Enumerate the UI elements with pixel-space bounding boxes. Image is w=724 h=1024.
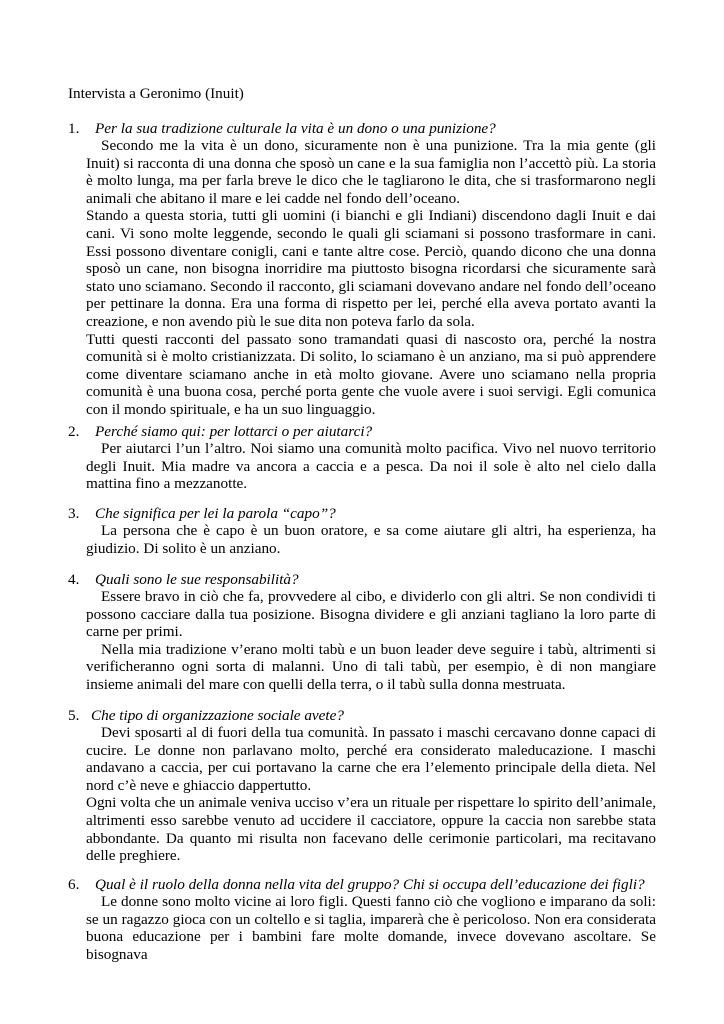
question-text: Che significa per lei la parola “capo”? (95, 505, 336, 522)
question-text: Che tipo di organizzazione sociale avete? (91, 707, 344, 724)
question-4 (68, 571, 299, 589)
question-number: 3. (68, 505, 80, 522)
answer-paragraph: Secondo me la vita è un dono, sicuramente non è una punizione. Tra la mia gente (gli Inuit) si racconta di una donna che sposò un cane e la sua famiglia non l’accettò più. La storia è molto lunga, ma per farla breve le dico che le tagliarono le dita, che si trasformarono negli animali che abitano il mare e lei cadde nel fondo dell’oceano. (86, 137, 656, 207)
answer-paragraph: Stando a questa storia, tutti gli uomini (i bianchi e gli Indiani) discendono dagli Inuit e dai cani. Vi sono molte leggende, secondo le quali gli sciamani si possono trasformare in cani. Essi possono diventare conigli, cani e tante altre cose. Perciò, quando dicono che una donna sposò un cane, non bisogna inorridire ma piuttosto bisogna ricordarsi che sicuramente sarà stato uno sciamano. Secondo il racconto, gli sciamani dovevano andare nel fondo dell’oceano per pettinare la donna. Era una forma di rispetto per lei, perché ella aveva portato avanti la creazione, e non avendo più le sue dita non poteva farlo da sola. (86, 207, 656, 330)
answer-paragraph: La persona che è capo è un buon oratore, e sa come aiutare gli altri, ha esperienza, ha giudizio. Di solito è un anziano. (86, 522, 656, 557)
document-title: Intervista a Geronimo (Inuit) (68, 85, 244, 102)
answer-paragraph: Ogni volta che un animale veniva ucciso v’era un rituale per rispettare lo spirito dell’animale, altrimenti esso sarebbe venuto ad uccidere il cacciatore, oppure la caccia non sarebbe stata abbondante. Da quanto mi risulta non facevano delle cerimonie particolari, ma recitavano delle preghiere. (86, 794, 656, 865)
question-number: 1. (68, 120, 80, 137)
answer-paragraph: Essere bravo in ciò che fa, provvedere al cibo, e dividerlo con gli altri. Se non condividi ti possono cacciare dalla tua posizione. Bisogna dividere e gli anziani tagliano la loro parte di carne per primi. (86, 588, 656, 641)
question-1 (68, 120, 496, 138)
answer-paragraph: Le donne sono molto vicine ai loro figli. Questi fanno ciò che vogliono e imparano da soli: se un ragazzo gioca con un coltello e si taglia, imparerà che è pericoloso. Non era considerata buona educazione per i bambini fare molte domande, invece dovevano ascoltare. Se bisognava (86, 893, 656, 963)
answer-paragraph: Tutti questi racconti del passato sono tramandati quasi di nascosto ora, perché la nostra comunità si è molto cristianizzata. Di solito, lo sciamano è un anziano, ma si può apprendere come diventare sciamano anche in età molto giovane. Avere uno sciamano nella propria comunità è una buona cosa, perché porta gente che vuole avere i suoi servigi. Egli comunica con il mondo spirituale, e ha un suo linguaggio. (86, 330, 656, 418)
answer-3 (86, 522, 656, 557)
question-number: 6. (68, 876, 80, 893)
question-3 (68, 505, 336, 523)
question-6 (68, 876, 645, 894)
question-text: Perché siamo qui: per lottarci o per aiutarci? (95, 423, 373, 440)
question-2 (68, 423, 372, 441)
answer-6 (86, 893, 656, 963)
question-text: Per la sua tradizione culturale la vita è un dono o una punizione? (95, 120, 496, 137)
answer-5 (86, 724, 656, 865)
question-text: Quali sono le sue responsabilità? (95, 571, 299, 588)
question-5 (68, 707, 344, 725)
question-text: Qual è il ruolo della donna nella vita del gruppo? Chi si occupa dell’educazione dei figli? (95, 876, 645, 893)
answer-paragraph: Nella mia tradizione v’erano molti tabù e un buon leader deve seguire i tabù, altrimenti si verificheranno ogni sorta di malanni. Uno di tali tabù, per esempio, è di non mangiare insieme animali del mare con quelli della terra, o il tabù sulla donna mestruata. (86, 640, 656, 693)
answer-paragraph: Per aiutarci l’un l’altro. Noi siamo una comunità molto pacifica. Vivo nel nuovo territorio degli Inuit. Mia madre va ancora a caccia e a pesca. Da noi il sole è alto nel cielo dalla mattina fino a mezzanotte. (86, 440, 656, 493)
answer-1 (86, 137, 656, 419)
answer-paragraph: Devi sposarti al di fuori della tua comunità. In passato i maschi cercavano donne capaci di cucire. Le donne non parlavano molto, perché era considerato maleducazione. I maschi andavano a caccia, per cui portavano la carne che era l’elemento principale della dieta. Nel nord c’è neve e ghiaccio dappertutto. (86, 724, 656, 794)
question-number: 2. (68, 423, 80, 440)
answer-2 (86, 440, 656, 493)
question-number: 4. (68, 571, 80, 588)
answer-4 (86, 588, 656, 694)
question-number: 5. (68, 707, 80, 724)
